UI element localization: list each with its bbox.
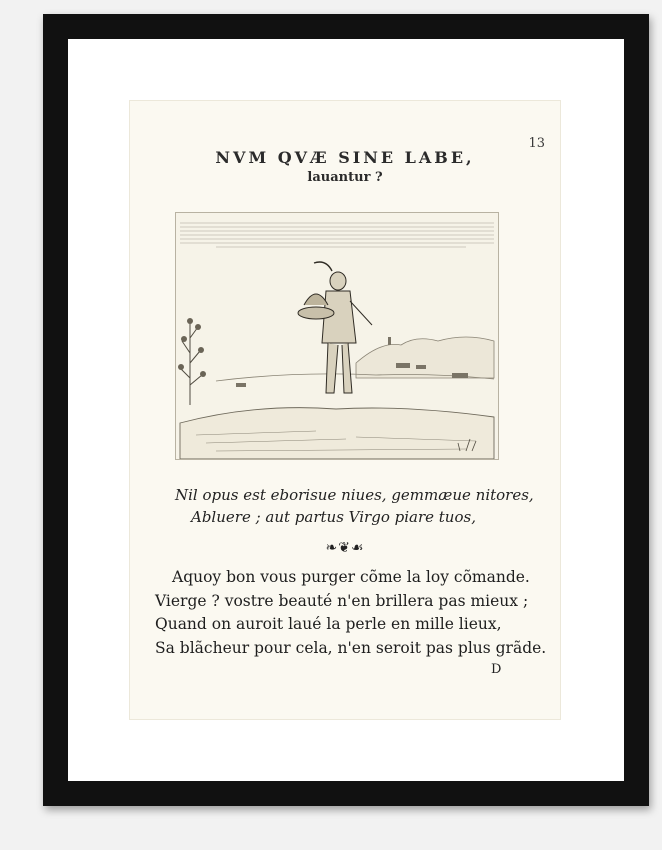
latin-line: Nil opus est eborisue niues, gemmæue nitores, <box>175 486 534 504</box>
ornament-fleuron: ❧❦☙ <box>325 540 365 556</box>
french-line: Sa blãcheur pour cela, n'en seroit pas plus grãde. <box>155 638 547 657</box>
emblem-subtitle: lauantur ? <box>307 170 383 185</box>
latin-verse <box>175 484 534 528</box>
mat-board <box>68 39 624 781</box>
french-line: Vierge ? vostre beauté n'en brillera pas mieux ; <box>155 591 529 610</box>
signature-mark: D <box>491 662 502 677</box>
french-verse <box>155 566 546 660</box>
picture-frame <box>43 14 649 806</box>
french-line: Aquoy bon vous purger cõme la loy cõmande. <box>172 568 530 586</box>
page-number: 13 <box>528 136 545 151</box>
print-page <box>129 100 561 720</box>
french-line: Quand on auroit laué la perle en mille lieux, <box>155 615 502 633</box>
latin-line: Abluere ; aut partus Virgo piare tuos, <box>191 508 476 526</box>
engraving-illustration <box>175 212 499 460</box>
emblem-title: NVM QVÆ SINE LABE, <box>215 148 475 167</box>
